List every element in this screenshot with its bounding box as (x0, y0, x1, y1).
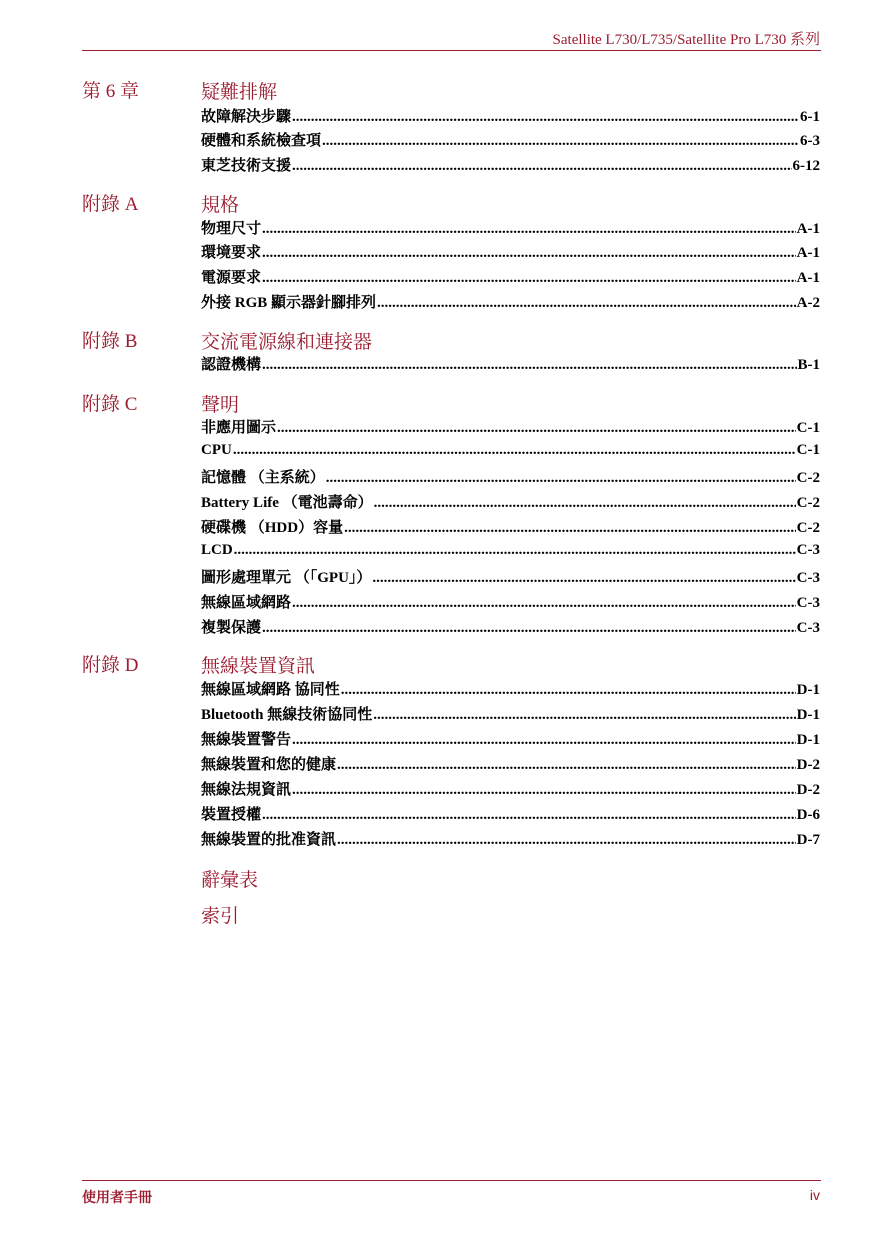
dot-leader (326, 468, 796, 488)
toc-entry-page: A-2 (796, 295, 820, 311)
toc-entry-title: 電源要求 (201, 270, 262, 286)
toc-glossary-link[interactable]: 辭彙表 (201, 869, 259, 891)
toc-entry[interactable] (201, 243, 820, 263)
dot-leader (292, 593, 796, 613)
section-title[interactable]: 規格 (201, 194, 240, 216)
toc-entry-title: LCD (201, 542, 233, 558)
section-label: 附錄 C (82, 394, 138, 415)
toc-entry-page: C-1 (796, 442, 820, 458)
toc-entry-title: Battery Life （電池壽命） (201, 495, 373, 511)
toc-entry[interactable] (201, 219, 820, 239)
toc-entry-title: 外接 RGB 顯示器針腳排列 (201, 295, 377, 311)
toc-entry[interactable] (201, 156, 820, 176)
toc-entry-title: 無線法規資訊 (201, 782, 292, 798)
toc-entry-page: C-2 (796, 520, 820, 536)
dot-leader (292, 156, 791, 176)
dot-leader (373, 705, 795, 725)
toc-entry[interactable] (201, 355, 820, 375)
dot-leader (377, 293, 796, 313)
dot-leader (292, 730, 796, 750)
dot-leader (262, 618, 796, 638)
dot-leader (337, 830, 796, 850)
toc-entry[interactable] (201, 131, 820, 151)
section-title[interactable]: 交流電源線和連接器 (201, 331, 373, 353)
toc-entry[interactable] (201, 618, 820, 638)
footer-manual-title: 使用者手冊 (82, 1190, 152, 1206)
toc-entry-page: C-3 (796, 570, 820, 586)
toc-entry[interactable] (201, 830, 820, 850)
running-header: Satellite L730/L735/Satellite Pro L730 系列 (552, 32, 820, 48)
dot-leader (292, 780, 796, 800)
toc-entry[interactable] (201, 440, 820, 460)
dot-leader (262, 805, 796, 825)
toc-entry-page: 6-1 (800, 109, 820, 125)
toc-entry-title: 故障解決步驟 (201, 109, 292, 125)
toc-entry-page: C-3 (796, 542, 820, 558)
section-title[interactable]: 聲明 (201, 394, 240, 416)
toc-entry-page: D-2 (796, 782, 820, 798)
dot-leader (337, 755, 796, 775)
toc-entry[interactable] (201, 540, 820, 560)
toc-entry-title: 無線區域網路 協同性 (201, 682, 340, 698)
dot-leader (322, 131, 799, 151)
toc-entry-page: D-1 (796, 682, 820, 698)
dot-leader (344, 518, 796, 538)
toc-entry-title: 裝置授權 (201, 807, 262, 823)
toc-entry-page: C-2 (796, 495, 820, 511)
dot-leader (372, 568, 795, 588)
toc-entry-title: 無線區域網路 (201, 595, 292, 611)
toc-entry[interactable] (201, 418, 820, 438)
toc-entry-title: 硬碟機 （HDD）容量 (201, 520, 344, 536)
toc-entry-title: 無線裝置和您的健康 (201, 757, 337, 773)
dot-leader (233, 440, 796, 460)
toc-index-link[interactable]: 索引 (201, 905, 240, 927)
toc-entry[interactable] (201, 755, 820, 775)
toc-entry[interactable] (201, 705, 820, 725)
toc-entry[interactable] (201, 293, 820, 313)
toc-entry[interactable] (201, 680, 820, 700)
toc-entry-page: A-1 (796, 245, 820, 261)
dot-leader (262, 268, 796, 288)
toc-entry[interactable] (201, 568, 820, 588)
dot-leader (292, 107, 799, 127)
dot-leader (262, 219, 796, 239)
toc-entry[interactable] (201, 518, 820, 538)
toc-entry-page: C-3 (796, 620, 820, 636)
toc-entry-title: 記憶體 （主系統） (201, 470, 325, 486)
toc-entry-title: 複製保護 (201, 620, 262, 636)
dot-leader (277, 418, 796, 438)
toc-entry[interactable] (201, 268, 820, 288)
dot-leader (374, 493, 796, 513)
toc-entry-title: CPU (201, 442, 232, 458)
toc-entry-title: 物理尺寸 (201, 221, 262, 237)
section-label: 附錄 A (82, 194, 139, 215)
toc-entry-page: D-1 (796, 732, 820, 748)
toc-entry[interactable] (201, 593, 820, 613)
toc-entry-page: A-1 (796, 270, 820, 286)
toc-entry-page: C-2 (796, 470, 820, 486)
toc-entry-title: 圖形處理單元 （「GPU」） (201, 570, 372, 586)
toc-entry-page: B-1 (797, 357, 820, 373)
toc-entry-page: 6-12 (792, 158, 820, 174)
toc-entry-title: Bluetooth 無線技術協同性 (201, 707, 373, 723)
section-title[interactable]: 無線裝置資訊 (201, 655, 316, 677)
dot-leader (262, 355, 796, 375)
toc-entry-page: C-1 (796, 420, 820, 436)
toc-entry-title: 無線裝置警告 (201, 732, 292, 748)
page-number: iv (809, 1187, 820, 1203)
toc-entry-page: D-7 (796, 832, 820, 848)
toc-entry[interactable] (201, 730, 820, 750)
toc-entry-page: D-1 (796, 707, 820, 723)
toc-entry[interactable] (201, 468, 820, 488)
toc-entry[interactable] (201, 780, 820, 800)
toc-entry-page: A-1 (796, 221, 820, 237)
toc-entry-title: 無線裝置的批准資訊 (201, 832, 337, 848)
toc-entry-page: D-2 (796, 757, 820, 773)
toc-entry[interactable] (201, 493, 820, 513)
toc-entry-page: C-3 (796, 595, 820, 611)
dot-leader (341, 680, 796, 700)
header-rule (82, 50, 821, 51)
toc-entry-page: 6-3 (800, 133, 820, 149)
section-title[interactable]: 疑難排解 (201, 81, 278, 103)
dot-leader (262, 243, 796, 263)
toc-entry-title: 認證機構 (201, 357, 262, 373)
dot-leader (234, 540, 796, 560)
toc-entry-title: 非應用圖示 (201, 420, 277, 436)
toc-entry-title: 東芝技術支援 (201, 158, 292, 174)
footer-rule (82, 1180, 821, 1181)
section-label: 附錄 D (82, 655, 139, 676)
section-label: 附錄 B (82, 331, 138, 352)
toc-entry-title: 硬體和系統檢查項 (201, 133, 322, 149)
toc-entry-page: D-6 (796, 807, 820, 823)
toc-entry[interactable] (201, 805, 820, 825)
section-label: 第 6 章 (82, 81, 140, 102)
toc-entry-title: 環境要求 (201, 245, 262, 261)
toc-entry[interactable] (201, 107, 820, 127)
